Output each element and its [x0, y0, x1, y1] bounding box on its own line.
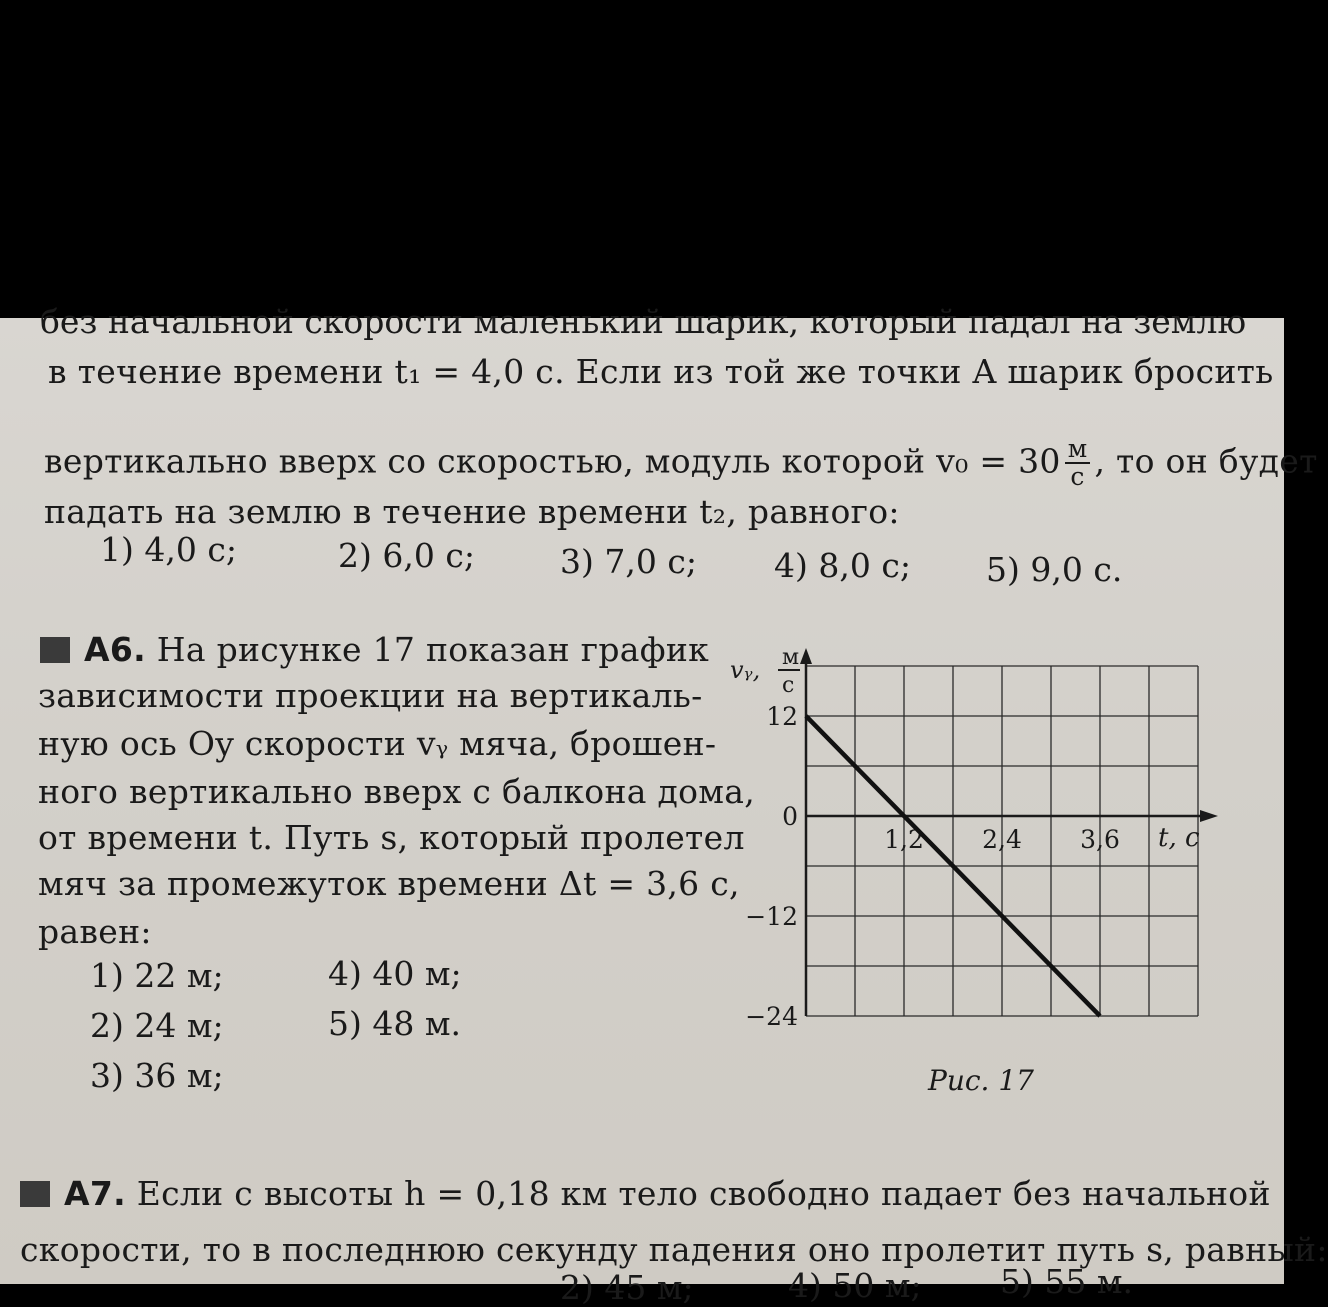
- problem-marker-icon: [40, 637, 70, 663]
- y-tick-label: −12: [745, 902, 798, 931]
- a6-line-5: от времени t. Путь s, который пролетел: [38, 818, 745, 857]
- a6-option-5: 5) 48 м.: [328, 1004, 461, 1043]
- a6-option-3: 3) 36 м;: [90, 1056, 224, 1095]
- a7-line-2: скорости, то в последнюю секунду падения оно пролетит путь s, равный:: [20, 1230, 1328, 1269]
- chart-axis-labels: [730, 645, 1200, 853]
- a6-option-2: 2) 24 м;: [90, 1006, 224, 1045]
- x-tick-label: 3,6: [1080, 825, 1120, 854]
- a6-line-1: А6. На рисунке 17 показан график: [40, 630, 709, 669]
- a7-option-5: 5) 55 м.: [1000, 1262, 1133, 1301]
- a7-option-2: 2) 45 м;: [560, 1268, 694, 1307]
- x-axis-arrow-icon: [1200, 810, 1218, 822]
- prev-line-1: в течение времени t₁ = 4,0 с. Если из той же точки A шарик бросить: [48, 352, 1274, 391]
- unit-fraction: $\frac{м}{с}$: [1065, 436, 1091, 491]
- prev-line-2b: , то он будет: [1094, 441, 1318, 481]
- a7-label: А7.: [64, 1174, 126, 1213]
- prev-line-2: [44, 436, 1318, 491]
- a7-line-1: А7. Если с высоты h = 0,18 км тело свободно падает без начальной: [20, 1174, 1271, 1213]
- y-tick-label: −24: [745, 1002, 798, 1031]
- a6-label: А6.: [84, 630, 146, 669]
- a6-line-7: равен:: [38, 912, 152, 951]
- a6-line-6: мяч за промежуток времени Δt = 3,6 с,: [38, 864, 740, 903]
- x-axis-label: t, с: [1158, 823, 1200, 853]
- x-tick-label: 1,2: [884, 825, 924, 854]
- figure-caption: Рис. 17: [928, 1064, 1034, 1097]
- textbook-page: [0, 302, 1328, 1307]
- x-tick-label: 2,4: [982, 825, 1022, 854]
- a6-line-3: ную ось Oy скорости vᵧ мяча, брошен-: [38, 724, 717, 763]
- prev-option-4: 4) 8,0 с;: [774, 546, 911, 585]
- problem-marker-icon: [20, 1181, 50, 1207]
- prev-option-3: 3) 7,0 с;: [560, 542, 697, 581]
- prev-line-3: падать на землю в течение времени t₂, равного:: [44, 492, 900, 531]
- prev-line-0: без начальной скорости маленький шарик, который падал на землю: [40, 302, 1247, 341]
- y-axis-label: vᵧ,: [730, 656, 761, 684]
- prev-option-1: 1) 4,0 с;: [100, 530, 237, 569]
- prev-line-2a: вертикально вверх со скоростью, модуль которой v₀ = 30: [44, 441, 1061, 481]
- a6-line-2: зависимости проекции на вертикаль-: [38, 676, 703, 715]
- y-axis-unit-denominator: с: [782, 673, 795, 698]
- y-tick-label: 12: [766, 702, 798, 731]
- y-tick-label: 0: [782, 802, 798, 831]
- prev-option-2: 2) 6,0 с;: [338, 536, 475, 575]
- a6-option-4: 4) 40 м;: [328, 954, 462, 993]
- velocity-time-chart: [720, 645, 1220, 1058]
- cut-line-top: [40, 302, 1246, 341]
- y-axis-unit-numerator: м: [782, 645, 800, 670]
- a6-option-1: 1) 22 м;: [90, 956, 224, 995]
- a7-option-4: 4) 50 м;: [788, 1266, 922, 1305]
- prev-option-5: 5) 9,0 с.: [986, 550, 1123, 589]
- a6-line-4: ного вертикально вверх с балкона дома,: [38, 772, 756, 811]
- y-axis-arrow-icon: [800, 648, 812, 664]
